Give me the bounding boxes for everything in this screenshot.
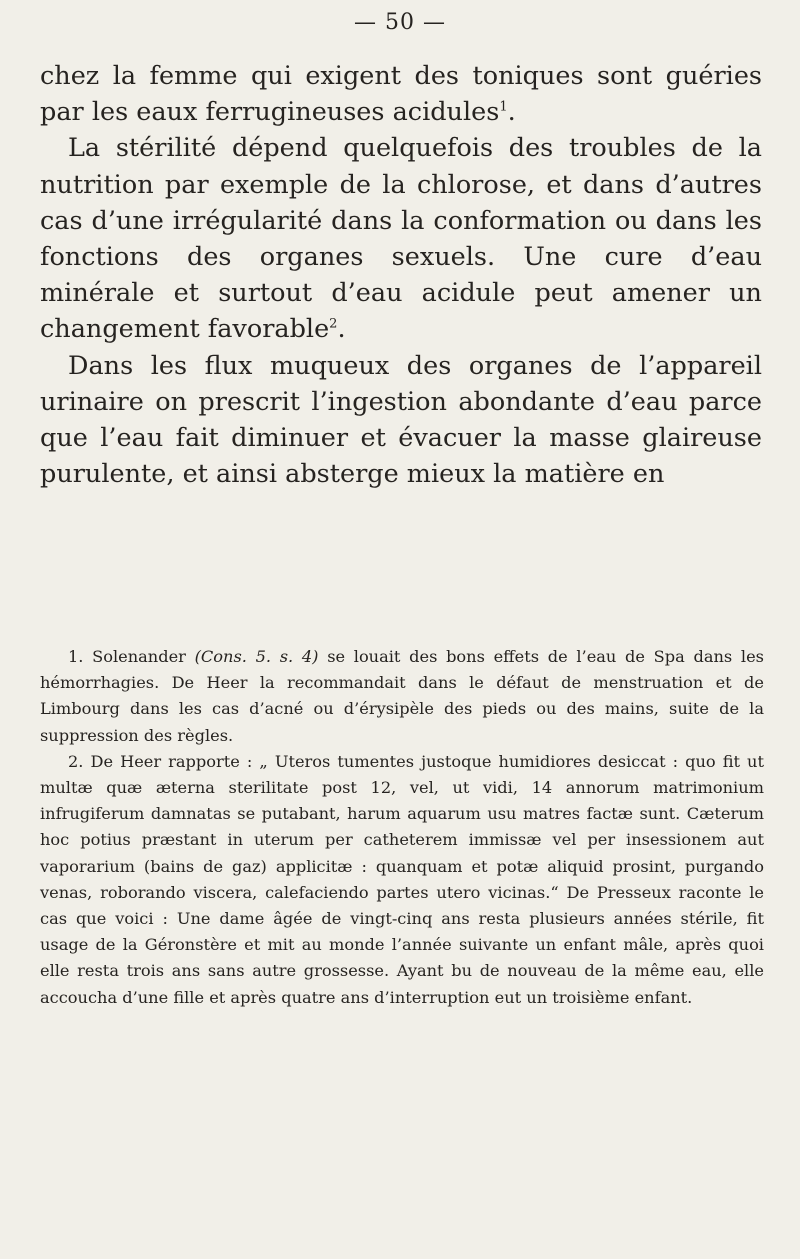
footnote-1-citation: (Cons. 5. s. 4) [194, 647, 319, 666]
paragraph-2-end: . [337, 314, 346, 345]
footnote-ref-1: 1 [499, 99, 508, 115]
page-number: — 50 — [354, 10, 446, 35]
main-text [40, 58, 762, 492]
footnotes [40, 644, 764, 1011]
footnote-1 [40, 644, 764, 749]
paragraph-1 [40, 58, 762, 130]
footnote-2: 2. De Heer rapporte : „ Uteros tumentes justoque humidiores desiccat : quo fit ut multæ quæ æterna sterilitate post 12, vel, ut vidi, 14 annorum matrimonium infrugiferum damnatas se putabant, harum aquarum usu matres factæ sunt. Cæterum hoc potius præstant in uterum per catheterem immissæ vel per insessionem aut vaporarium (bains de gaz) applicitæ : quanquam et potæ aliquid prosint, purgando venas, roborando viscera, calefaciendo partes utero vicinas.“ De Presseux raconte le cas que voici : Une dame âgée de vingt-cinq ans resta plusieurs années stérile, fit usage de la Géronstère et mit au monde l’année suivante un enfant mâle, après quoi elle resta trois ans sans autre grossesse. Ayant bu de nouveau de la même eau, elle accoucha d’une fille et après quatre ans d’interruption eut un troisième enfant. [40, 751, 764, 1007]
footnote-1-lead: 1. Solenander [68, 647, 186, 666]
paragraph-1-text: chez la femme qui exigent des toniques sont guéries par les eaux ferrugineuses acidules [40, 61, 762, 128]
paragraph-3: Dans les flux muqueux des organes de l’appareil urinaire on prescrit l’ingestion abondante d’eau parce que l’eau fait diminuer et évacuer la masse glaireuse purulente, et ainsi absterge mieux la matière en [40, 350, 762, 490]
paragraph-1-end: . [507, 97, 516, 128]
paragraph-2-text: La stérilité dépend quelquefois des troubles de la nutrition par exemple de la chlorose, et dans d’autres cas d’une irrégularité dans la conformation ou dans les fonctions des organes sexuels. Une cure d’eau minérale et surtout d’eau acidule peut amener un changement favorable [40, 133, 762, 345]
paragraph-2 [40, 130, 762, 347]
footnote-ref-2: 2 [329, 316, 338, 332]
footnote-1-text: se louait des bons effets de l’eau de Spa dans les hémorrhagies. De Heer la recommandait dans le défaut de menstruation et de Limbourg dans les cas d’acné ou d’érysipèle des pieds ou des mains, suite de la suppression des règles. [40, 647, 764, 745]
